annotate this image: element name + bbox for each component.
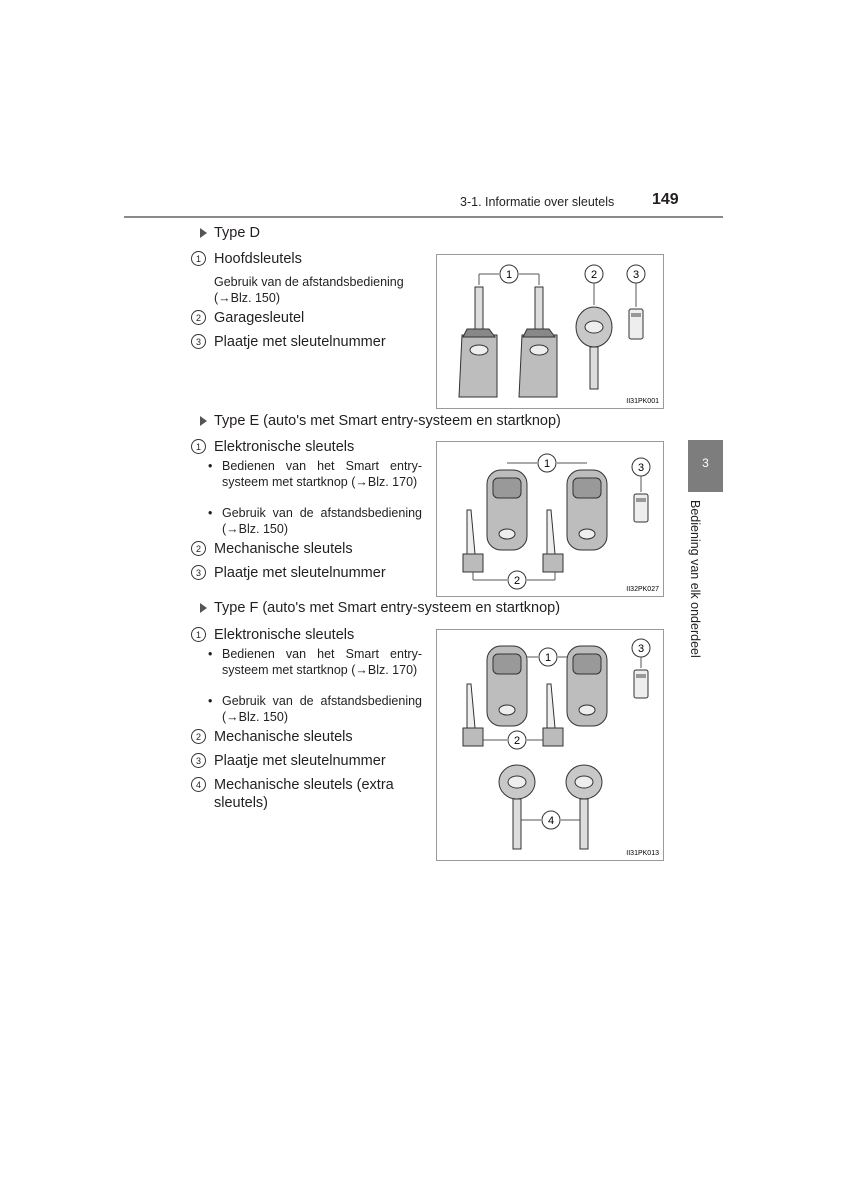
callout-4: 4 bbox=[547, 815, 555, 827]
callout-1: 1 bbox=[544, 652, 552, 664]
smart-and-spare-keys-illustration bbox=[437, 630, 663, 860]
list-item: 1 Elektronische sleutels bbox=[191, 626, 354, 644]
list-item: 2 Mechanische sleutels bbox=[191, 728, 353, 746]
section-title: 3-1. Informatie over sleutels bbox=[460, 195, 615, 209]
chapter-title: Bediening van elk onderdeel bbox=[688, 500, 702, 658]
chapter-title-vertical bbox=[672, 500, 708, 670]
figure-id: II32PK027 bbox=[626, 586, 659, 593]
bullet-item: • Gebruik van de afstandsbediening (→Blz. 150) bbox=[208, 506, 422, 536]
callout-2: 2 bbox=[513, 575, 521, 587]
triangle-bullet-icon bbox=[200, 228, 207, 238]
list-item: 1 Elektronische sleutels bbox=[191, 438, 354, 456]
list-item: 2 Mechanische sleutels bbox=[191, 540, 353, 558]
callout-2: 2 bbox=[590, 269, 598, 281]
callout-2: 2 bbox=[513, 735, 521, 747]
figure-type-d bbox=[436, 254, 664, 409]
bullet-item: • Bedienen van het Smart entry-systeem met startknop (→Blz. 170) bbox=[208, 647, 422, 677]
bullet-item: • Gebruik van de afstandsbediening (→Blz. 150) bbox=[208, 694, 422, 724]
list-item: 2 Garagesleutel bbox=[191, 309, 304, 327]
smart-keys-illustration bbox=[437, 442, 663, 596]
type-f-heading: Type F (auto's met Smart entry-systeem en startknop) bbox=[200, 600, 560, 616]
item-note: Gebruik van de afstandsbediening (→Blz. 150) bbox=[214, 275, 404, 305]
list-item: 3 Plaatje met sleutelnummer bbox=[191, 564, 386, 582]
list-item: 3 Plaatje met sleutelnummer bbox=[191, 752, 386, 770]
callout-3: 3 bbox=[637, 643, 645, 655]
figure-type-f bbox=[436, 629, 664, 861]
list-item: 4 Mechanische sleutels (extra sleutels) bbox=[191, 776, 421, 812]
type-d-heading: Type D bbox=[200, 225, 260, 241]
header-divider bbox=[124, 216, 723, 218]
figure-id: II31PK001 bbox=[626, 398, 659, 405]
callout-1: 1 bbox=[543, 458, 551, 470]
triangle-bullet-icon bbox=[200, 603, 207, 613]
figure-type-e bbox=[436, 441, 664, 597]
keys-illustration bbox=[437, 255, 663, 408]
triangle-bullet-icon bbox=[200, 416, 207, 426]
bullet-item: • Bedienen van het Smart entry-systeem met startknop (→Blz. 170) bbox=[208, 459, 422, 489]
chapter-tab: 3 bbox=[688, 440, 723, 492]
figure-id: II31PK013 bbox=[626, 850, 659, 857]
callout-3: 3 bbox=[637, 462, 645, 474]
callout-3: 3 bbox=[632, 269, 640, 281]
callout-1: 1 bbox=[505, 269, 513, 281]
list-item: 1 Hoofdsleutels bbox=[191, 250, 302, 268]
type-e-heading: Type E (auto's met Smart entry-systeem en startknop) bbox=[200, 413, 561, 429]
page-number: 149 bbox=[652, 191, 679, 208]
list-item: 3 Plaatje met sleutelnummer bbox=[191, 333, 386, 351]
